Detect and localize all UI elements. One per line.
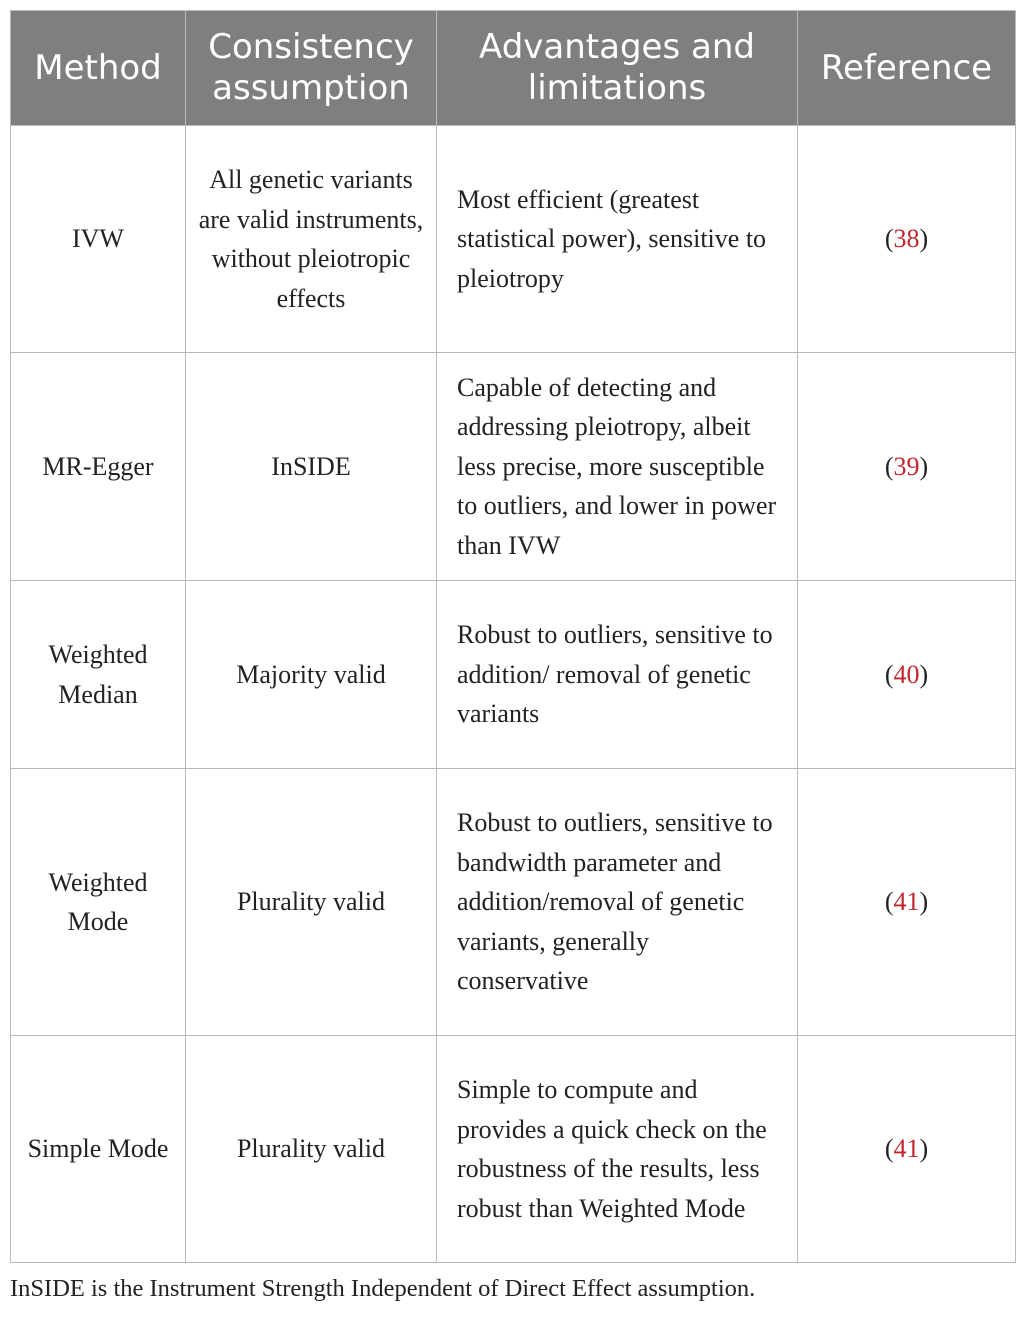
header-consistency-assumption <box>186 11 437 126</box>
reference-open-paren: ( <box>884 659 894 689</box>
method-cell: Weighted Mode <box>11 769 186 1036</box>
table-row <box>11 581 1016 769</box>
reference-cell <box>798 353 1016 581</box>
reference-close-paren: ) <box>919 224 929 254</box>
advantages-cell: Robust to outliers, sensitive to bandwidth parameter and addition/removal of genetic variants, generally conservative <box>437 769 798 1036</box>
reference-link[interactable]: 41 <box>893 887 920 917</box>
method-cell: MR-Egger <box>11 353 186 581</box>
reference-cell <box>798 581 1016 769</box>
header-advantages-label: Advantages and limitations <box>479 27 755 108</box>
reference-open-paren: ( <box>884 887 894 917</box>
table-footnote: InSIDE is the Instrument Strength Independent of Direct Effect assumption. <box>10 1275 756 1302</box>
reference-close-paren: ) <box>919 451 929 481</box>
reference-cell <box>798 769 1016 1036</box>
reference-cell <box>798 126 1016 353</box>
reference-close-paren: ) <box>919 659 929 689</box>
table-row <box>11 1036 1016 1263</box>
reference-close-paren: ) <box>919 887 929 917</box>
reference-link[interactable]: 40 <box>893 659 920 689</box>
consistency-cell: InSIDE <box>186 353 437 581</box>
consistency-cell: All genetic variants are valid instruments, without pleiotropic effects <box>186 126 437 353</box>
advantages-cell: Most efficient (greatest statistical power), sensitive to pleiotropy <box>437 126 798 353</box>
advantages-cell: Robust to outliers, sensitive to addition/ removal of genetic variants <box>437 581 798 769</box>
header-method: Method <box>11 11 186 126</box>
reference-link[interactable]: 38 <box>893 224 920 254</box>
consistency-cell: Majority valid <box>186 581 437 769</box>
header-reference: Reference <box>798 11 1016 126</box>
method-cell: IVW <box>11 126 186 353</box>
reference-open-paren: ( <box>884 1134 894 1164</box>
table-row <box>11 126 1016 353</box>
consistency-cell: Plurality valid <box>186 769 437 1036</box>
reference-open-paren: ( <box>884 451 894 481</box>
method-cell: Weighted Median <box>11 581 186 769</box>
reference-link[interactable]: 39 <box>893 451 920 481</box>
table-row <box>11 353 1016 581</box>
table-row <box>11 769 1016 1036</box>
header-advantages-limitations <box>437 11 798 126</box>
reference-open-paren: ( <box>884 224 894 254</box>
reference-cell <box>798 1036 1016 1263</box>
consistency-cell: Plurality valid <box>186 1036 437 1263</box>
method-cell: Simple Mode <box>11 1036 186 1263</box>
reference-close-paren: ) <box>919 1134 929 1164</box>
header-consistency-label: Consistency assumption <box>208 27 414 108</box>
methods-table <box>10 10 1016 1263</box>
header-row <box>11 11 1016 126</box>
reference-link[interactable]: 41 <box>893 1134 920 1164</box>
advantages-cell: Simple to compute and provides a quick check on the robustness of the results, less robust than Weighted Mode <box>437 1036 798 1263</box>
advantages-cell: Capable of detecting and addressing pleiotropy, albeit less precise, more susceptible to outliers, and lower in power than IVW <box>437 353 798 581</box>
